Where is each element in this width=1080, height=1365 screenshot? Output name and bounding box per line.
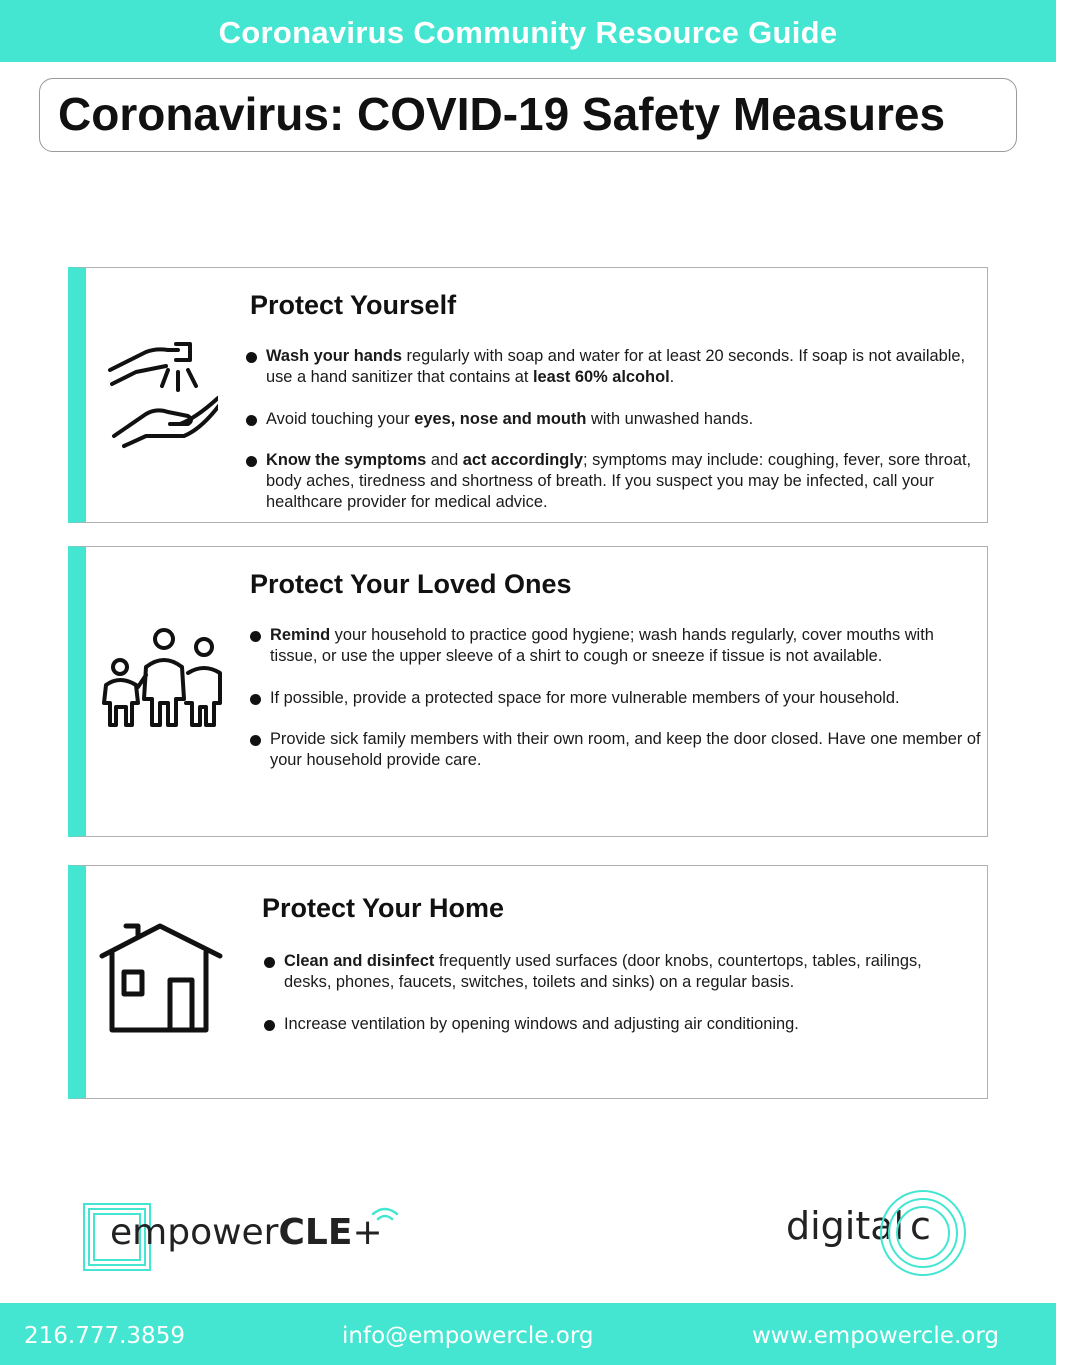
section-title: Protect Your Home — [262, 893, 505, 923]
wifi-icon — [370, 1206, 400, 1224]
list-item — [248, 409, 978, 430]
body-text: your household to practice good hygiene; wash hands regularly, cover mouths with tissue, or use the upper sleeve of a shirt to cough or sneeze if tissue is not available. — [270, 626, 934, 665]
body-text: Avoid touching your — [266, 409, 415, 428]
footer-email[interactable]: info@empowercle.org — [342, 1323, 594, 1349]
list-item — [252, 625, 982, 667]
list-item — [248, 450, 978, 512]
bold-text: act accordingly — [462, 451, 583, 470]
body-text: Provide sick family members with their own room, and keep the door closed. Have one member of your household provide care. — [270, 730, 981, 770]
body-text: ; symptoms may include: coughing, fever, sore throat, body aches, tiredness and shortness of breath. If you suspect you may be infected, call your healthcare provider for medical advice. — [266, 451, 972, 511]
section-title: Protect Yourself — [250, 290, 457, 320]
page-title: Coronavirus: COVID-19 Safety Measures — [58, 88, 946, 140]
page-title-box — [39, 78, 1017, 152]
body-text: frequently used surfaces (door knobs, countertops, tables, railings, desks, phones, faucets, switches, toilets and sinks) on a regular basis. — [284, 952, 922, 991]
list-item — [248, 346, 978, 388]
body-text: . — [669, 367, 675, 386]
body-text: and — [426, 451, 463, 470]
house-icon — [98, 922, 224, 1034]
empowercle-logo — [82, 1202, 402, 1272]
cle-text: CLE — [278, 1212, 353, 1253]
plus-text: + — [352, 1212, 383, 1253]
bold-text: least 60% alcohol — [532, 367, 670, 386]
list-item — [252, 729, 982, 771]
bullet-icon — [264, 1020, 275, 1031]
bold-text: Know the symptoms — [266, 451, 427, 470]
section-protect-loved-ones — [68, 546, 988, 837]
family-icon — [102, 627, 222, 731]
bold-text: eyes, nose and mouth — [414, 409, 587, 428]
bold-text: Clean and disinfect — [284, 952, 435, 970]
list-item — [266, 1014, 966, 1035]
body-text: Increase ventilation by opening windows and adjusting air conditioning. — [284, 1014, 799, 1033]
footer-band — [0, 1303, 1056, 1365]
section-title: Protect Your Loved Ones — [250, 569, 572, 599]
bullet-icon — [250, 694, 261, 705]
digital-c-logo — [782, 1188, 972, 1278]
bullet-icon — [250, 735, 261, 746]
footer-phone: 216.777.3859 — [24, 1323, 185, 1349]
body-text: If possible, provide a protected space for more vulnerable members of your household. — [270, 688, 900, 707]
section-protect-home — [68, 865, 988, 1099]
empower-text: empower — [110, 1212, 279, 1253]
section-protect-yourself — [68, 267, 988, 523]
bullet-icon — [246, 352, 257, 363]
handwash-icon — [106, 340, 218, 450]
bullet-icon — [264, 957, 275, 968]
digital-text: digital — [786, 1204, 905, 1248]
digital-c-letter: c — [910, 1204, 931, 1248]
bullet-icon — [246, 415, 257, 426]
bold-text: Remind — [270, 626, 331, 644]
bullet-icon — [250, 631, 261, 642]
list-item — [266, 951, 966, 993]
bullet-icon — [246, 456, 257, 467]
header-band-title: Coronavirus Community Resource Guide — [218, 15, 838, 50]
body-text: regularly with soap and water for at least 20 seconds. If soap is not available, use a hand sanitizer that contains at — [266, 347, 966, 386]
header-band — [0, 0, 1056, 62]
bold-text: Wash your hands — [266, 347, 402, 365]
list-item — [252, 688, 982, 709]
body-text: with unwashed hands. — [586, 409, 754, 428]
footer-website[interactable]: www.empowercle.org — [752, 1323, 999, 1349]
